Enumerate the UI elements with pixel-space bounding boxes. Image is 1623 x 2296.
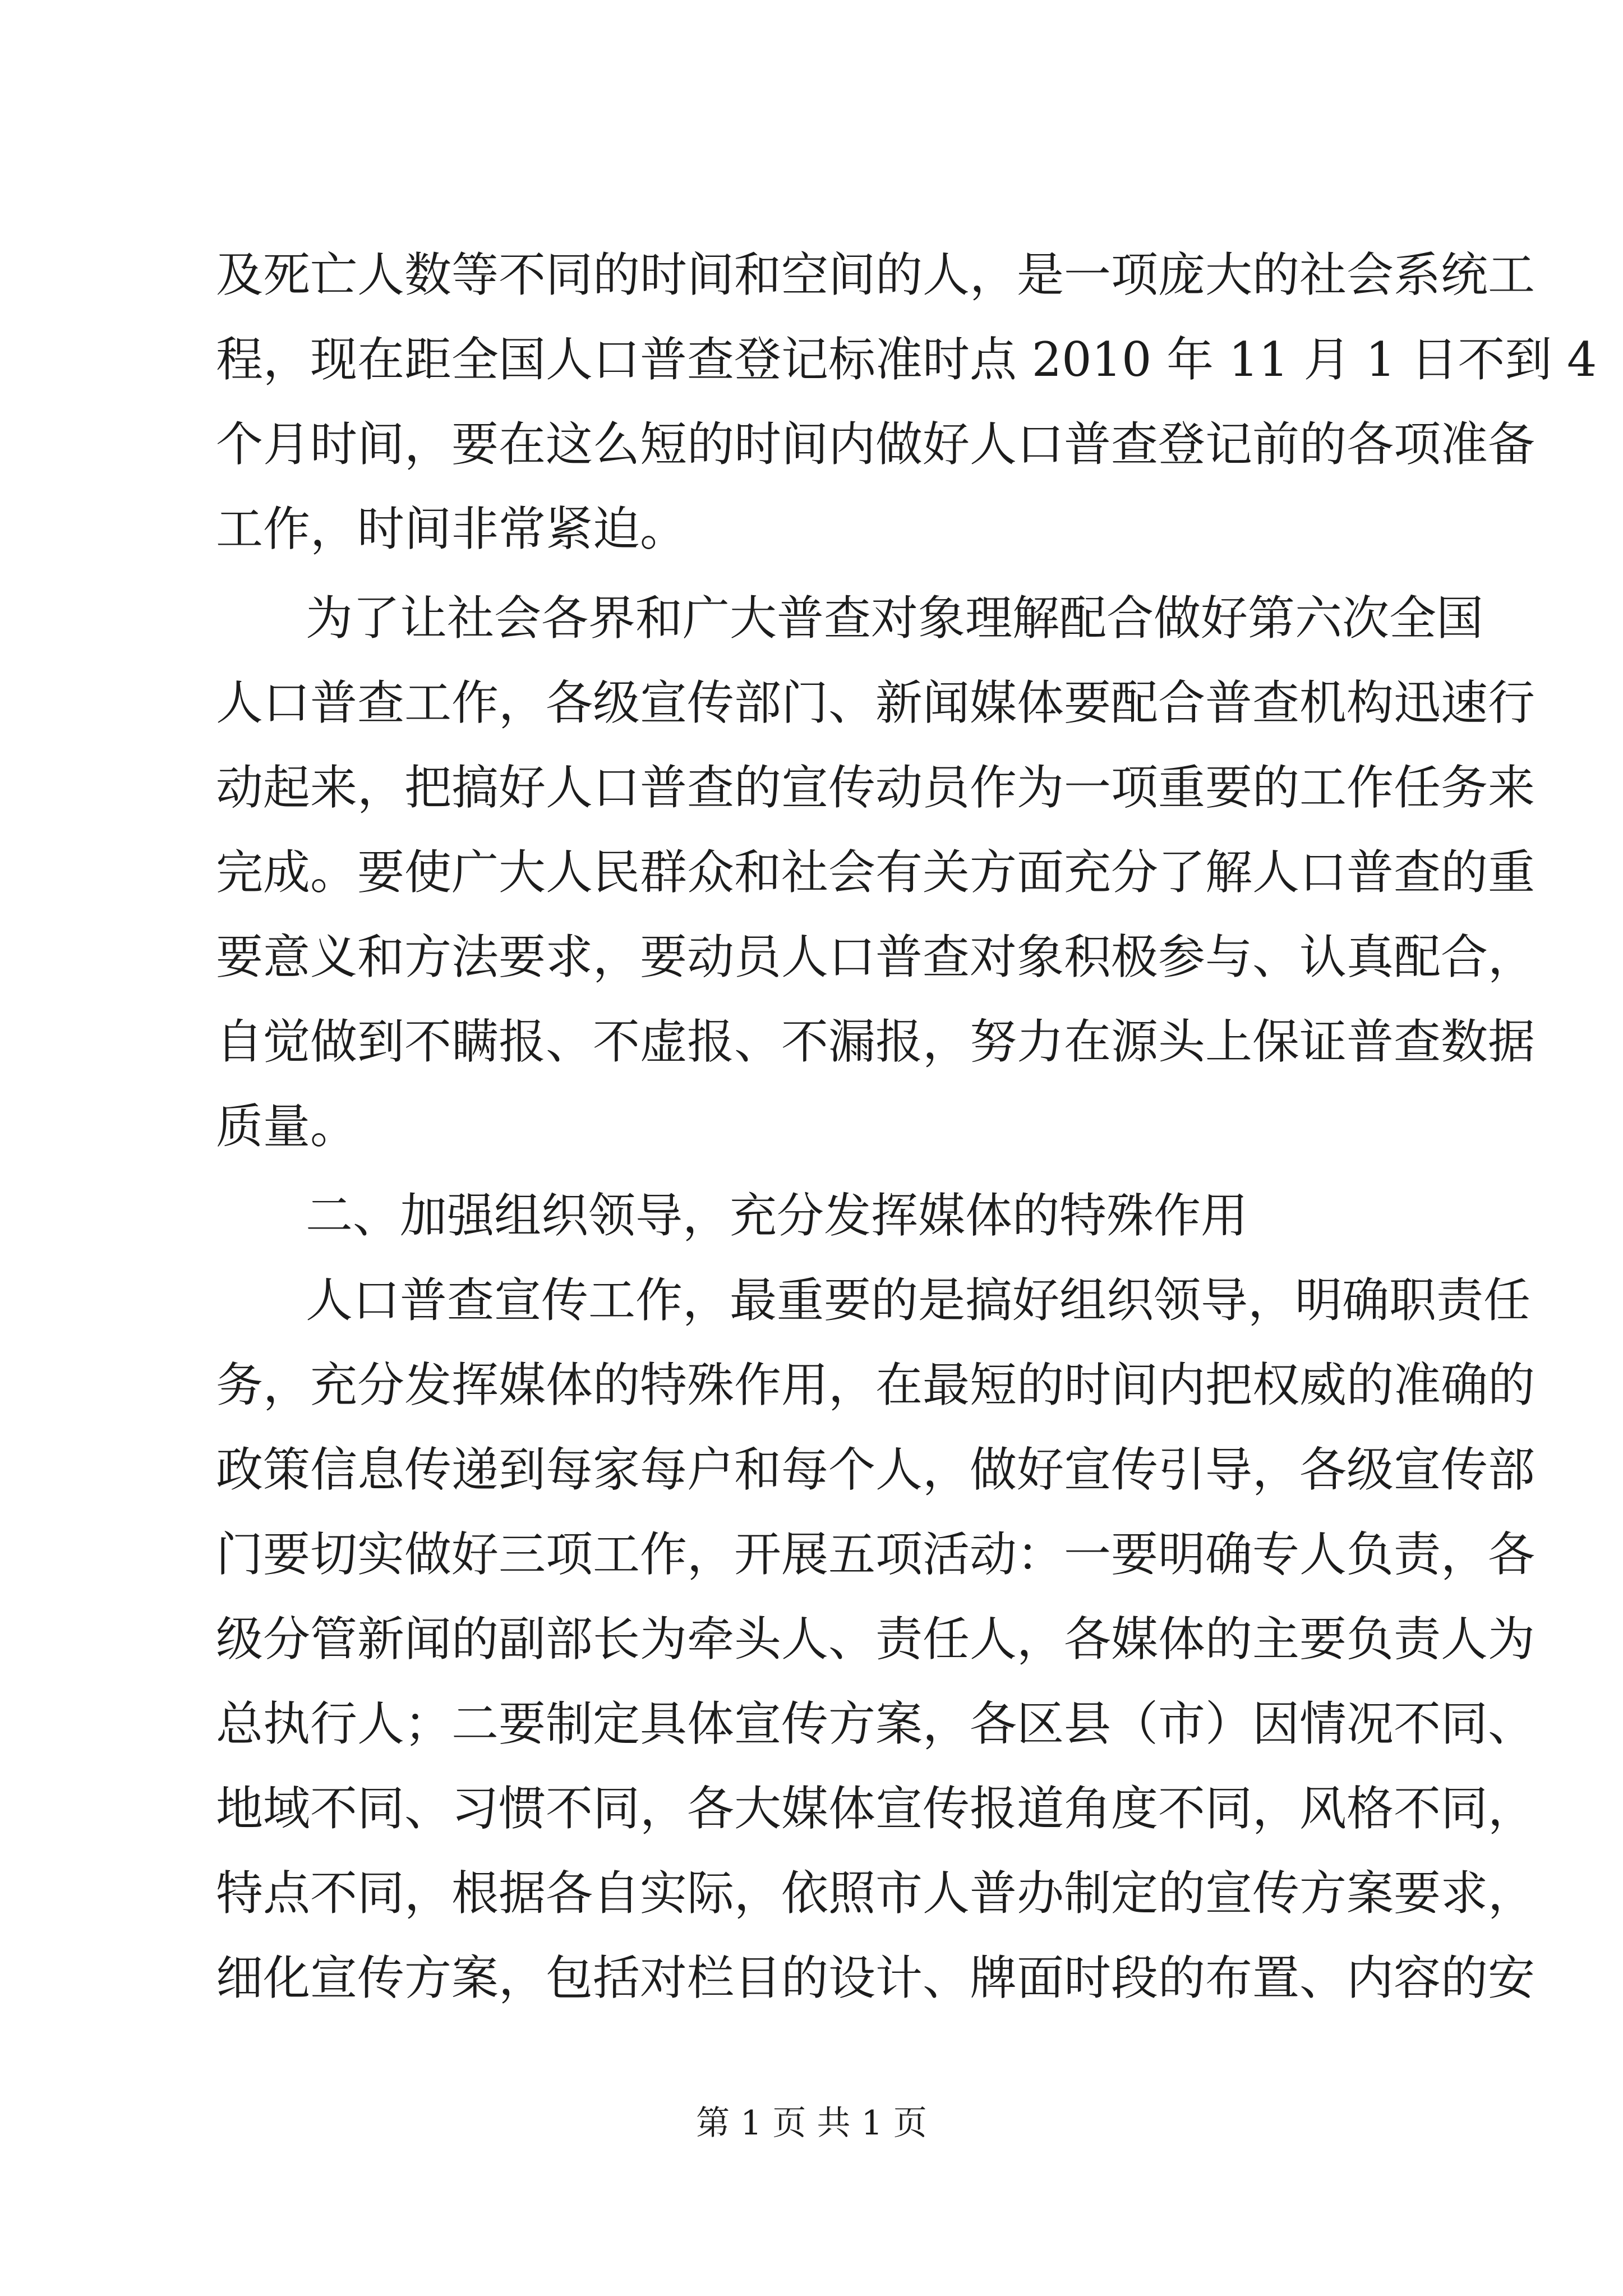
text-line: 总执行人；二要制定具体宣传方案，各区县（市）因情况不同、: [216, 1696, 1536, 1751]
text-line: 程，现在距全国人口普查登记标准时点 2010 年 11 月 1 日不到 4: [216, 332, 1597, 387]
text-line: 门要切实做好三项工作，开展五项活动：一要明确专人负责，各: [216, 1527, 1536, 1582]
text-line: 级分管新闻的副部长为牵头人、责任人，各媒体的主要负责人为: [216, 1612, 1536, 1667]
text-line: 质量。: [216, 1099, 358, 1154]
text-line: 完成。要使广大人民群众和社会有关方面充分了解人口普查的重: [216, 845, 1536, 900]
text-line: 细化宣传方案，包括对栏目的设计、牌面时段的布置、内容的安: [216, 1950, 1536, 2005]
text-line: 人口普查工作，各级宣传部门、新闻媒体要配合普查机构迅速行: [216, 675, 1536, 730]
page-footer: 第 1 页 共 1 页: [696, 2104, 927, 2143]
text-line: 地域不同、习惯不同，各大媒体宣传报道角度不同，风格不同，: [216, 1781, 1536, 1836]
text-line: 动起来，把搞好人口普查的宣传动员作为一项重要的工作任务来: [216, 760, 1536, 815]
text-line: 人口普查宣传工作，最重要的是搞好组织领导，明确职责任: [306, 1273, 1531, 1328]
text-line: 要意义和方法要求，要动员人口普查对象积极参与、认真配合，: [216, 930, 1536, 984]
text-line: 特点不同，根据各自实际，依照市人普办制定的宣传方案要求，: [216, 1866, 1536, 1921]
text-line: 为了让社会各界和广大普查对象理解配合做好第六次全国: [306, 591, 1484, 646]
text-line: 政策信息传递到每家每户和每个人，做好宣传引导，各级宣传部: [216, 1442, 1536, 1497]
text-line: 及死亡人数等不同的时间和空间的人，是一项庞大的社会系统工: [216, 247, 1536, 302]
section-heading: 二、加强组织领导，充分发挥媒体的特殊作用: [306, 1188, 1248, 1243]
text-line: 自觉做到不瞒报、不虚报、不漏报，努力在源头上保证普查数据: [216, 1014, 1536, 1069]
text-line: 个月时间，要在这么短的时间内做好人口普查登记前的各项准备: [216, 417, 1536, 472]
text-line: 工作，时间非常紧迫。: [216, 501, 688, 556]
text-line: 务，充分发挥媒体的特殊作用，在最短的时间内把权威的准确的: [216, 1358, 1536, 1412]
